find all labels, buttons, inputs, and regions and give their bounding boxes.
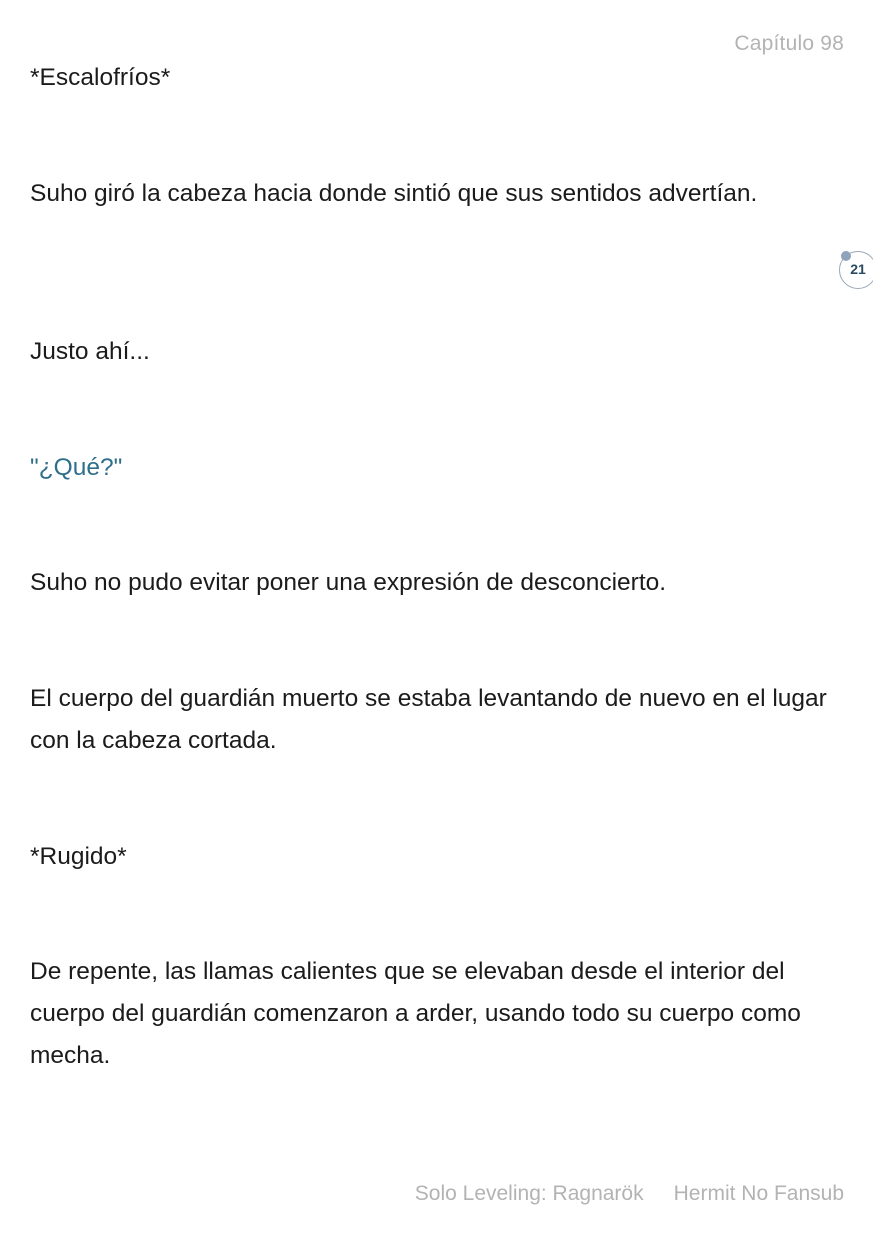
paragraph-dialogue-what: "¿Qué?" bbox=[30, 454, 123, 481]
paragraph-suho-turned: Suho giró la cabeza hacia donde sintió que sus sentidos advertían. bbox=[30, 180, 758, 207]
badge-dot-icon bbox=[841, 251, 851, 261]
paragraph-right-there: Justo ahí... bbox=[30, 338, 150, 365]
page-number-badge[interactable] bbox=[839, 251, 873, 289]
book-title: Solo Leveling: Ragnarök bbox=[414, 1182, 644, 1205]
page-footer bbox=[415, 1182, 844, 1206]
paragraph-flames: De repente, las llamas calientes que se elevaban desde el interior del cuerpo del guardián comenzaron a arder, usando todo su cuerpo como mecha. bbox=[30, 958, 801, 1069]
page-number: 21 bbox=[850, 261, 866, 277]
paragraph-roar: *Rugido* bbox=[30, 843, 127, 870]
paragraph-chills: *Escalofríos* bbox=[30, 64, 171, 91]
paragraph-guardian-rising: El cuerpo del guardián muerto se estaba levantando de nuevo en el lugar con la cabeza cortada. bbox=[30, 685, 827, 754]
chapter-label: Capítulo 98 bbox=[734, 32, 844, 55]
paragraph-bewildered: Suho no pudo evitar poner una expresión de desconcierto. bbox=[30, 569, 667, 596]
translator-credit: Hermit No Fansub bbox=[673, 1182, 844, 1205]
